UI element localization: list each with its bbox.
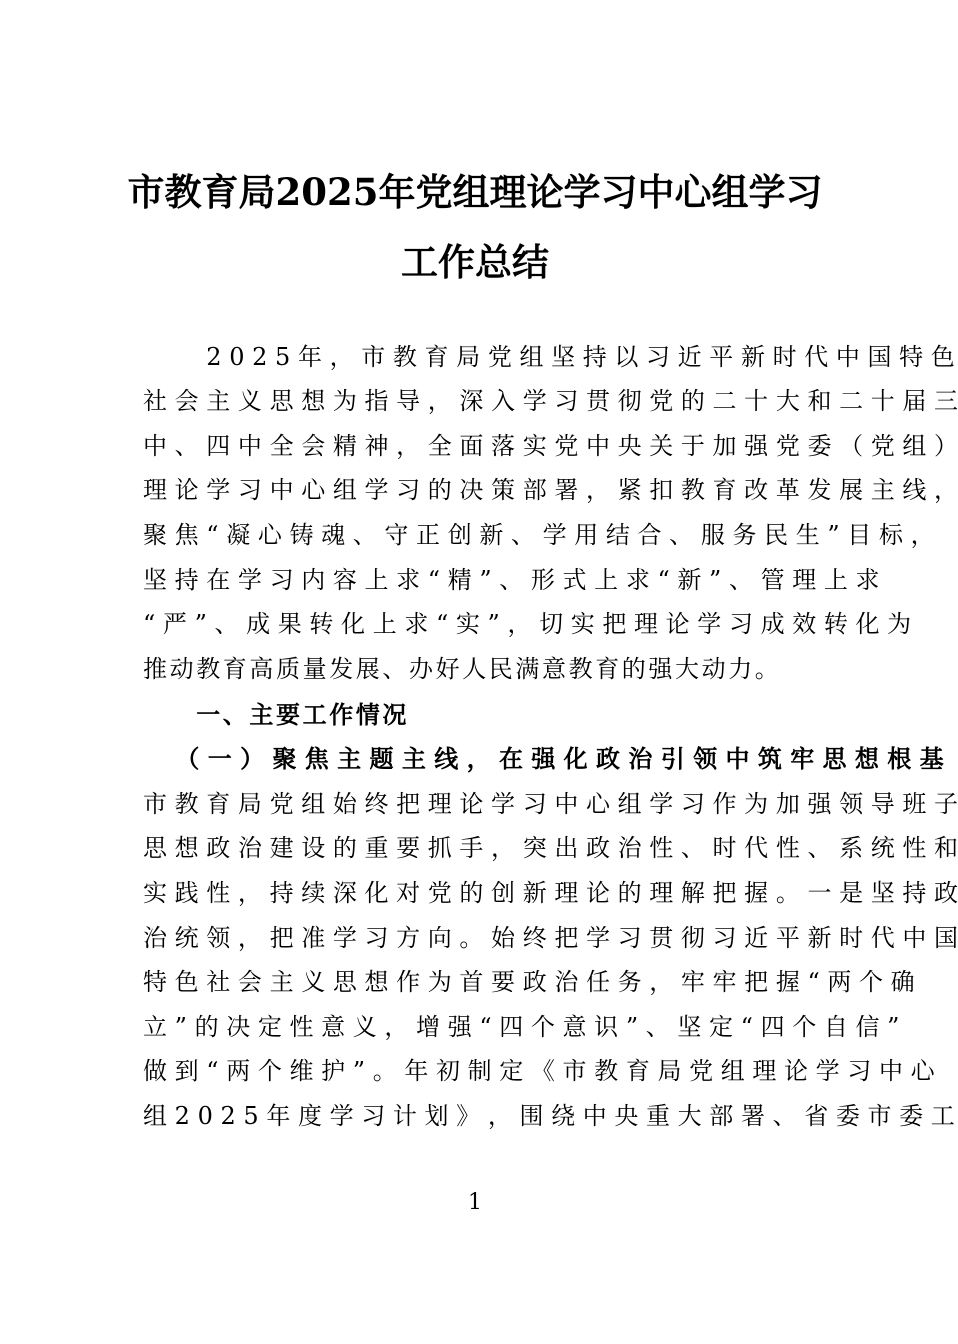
- text-line: 社 会 主 义 思 想 为 指 导 ， 深 入 学 习 贯 彻 党 的 二 十 大 和 二 十 届 三: [143, 387, 958, 415]
- text-line: 推动教育高质量发展、办好人民满意教育的强大动力。: [143, 655, 782, 683]
- section-heading: 一、主要工作情况: [143, 700, 409, 729]
- text-line: 特 色 社 会 主 义 思 想 作 为 首 要 政 治 任 务 ， 牢 牢 把 握 “ 两 个 确: [143, 968, 915, 996]
- text-line: 立 ” 的 决 定 性 意 义 ， 增 强 “ 四 个 意 识 ” 、 坚 定 “ 四 个 自 信 ”: [143, 1013, 900, 1041]
- text-line: 2 0 2 5 年 ， 市 教 育 局 党 组 坚 持 以 习 近 平 新 时 代 中 国 特 色: [206, 343, 955, 371]
- subsection-heading: （ 一 ） 聚 焦 主 题 主 线 ， 在 强 化 政 治 引 领 中 筑 牢 思 想 根 基: [175, 744, 944, 773]
- text-line: 坚 持 在 学 习 内 容 上 求 “ 精 ” 、 形 式 上 求 “ 新 ” 、 管 理 上 求: [143, 566, 880, 594]
- page-number: 1: [468, 1190, 482, 1215]
- text-line: 组 2 0 2 5 年 度 学 习 计 划 》 ， 围 绕 中 央 重 大 部 署 、 省 委 市 委 工: [143, 1102, 955, 1130]
- text-line: 市 教 育 局 党 组 始 终 把 理 论 学 习 中 心 组 学 习 作 为 加 强 领 导 班 子: [143, 790, 958, 818]
- text-line: 理 论 学 习 中 心 组 学 习 的 决 策 部 署 ， 紧 扣 教 育 改 革 发 展 主 线 ，: [143, 476, 958, 504]
- text-line: 治 统 领 ， 把 准 学 习 方 向 。 始 终 把 学 习 贯 彻 习 近 平 新 时 代 中 国: [143, 924, 958, 952]
- text-line: 思 想 政 治 建 设 的 重 要 抓 手 ， 突 出 政 治 性 、 时 代 性 、 系 统 性 和: [143, 834, 958, 862]
- text-line: 中 、 四 中 全 会 精 神 ， 全 面 落 实 党 中 央 关 于 加 强 党 委 （ 党 组 ）: [143, 432, 958, 460]
- text-line: 实 践 性 ， 持 续 深 化 对 党 的 创 新 理 论 的 理 解 把 握 。 一 是 坚 持 政: [143, 879, 958, 907]
- document-title-line-1: 市教育局2025年党组理论学习中心组学习: [127, 170, 823, 214]
- text-line: “ 严 ” 、 成 果 转 化 上 求 “ 实 ” ， 切 实 把 理 论 学 习 成 效 转 化 为: [143, 610, 912, 638]
- document-title-line-2: 工作总结: [401, 240, 549, 284]
- text-line: 聚 焦 “ 凝 心 铸 魂 、 守 正 创 新 、 学 用 结 合 、 服 务 民 生 ” 目 标 ，: [143, 521, 935, 549]
- text-line: 做 到 “ 两 个 维 护 ” 。 年 初 制 定 《 市 教 育 局 党 组 理 论 学 习 中 心: [143, 1057, 935, 1085]
